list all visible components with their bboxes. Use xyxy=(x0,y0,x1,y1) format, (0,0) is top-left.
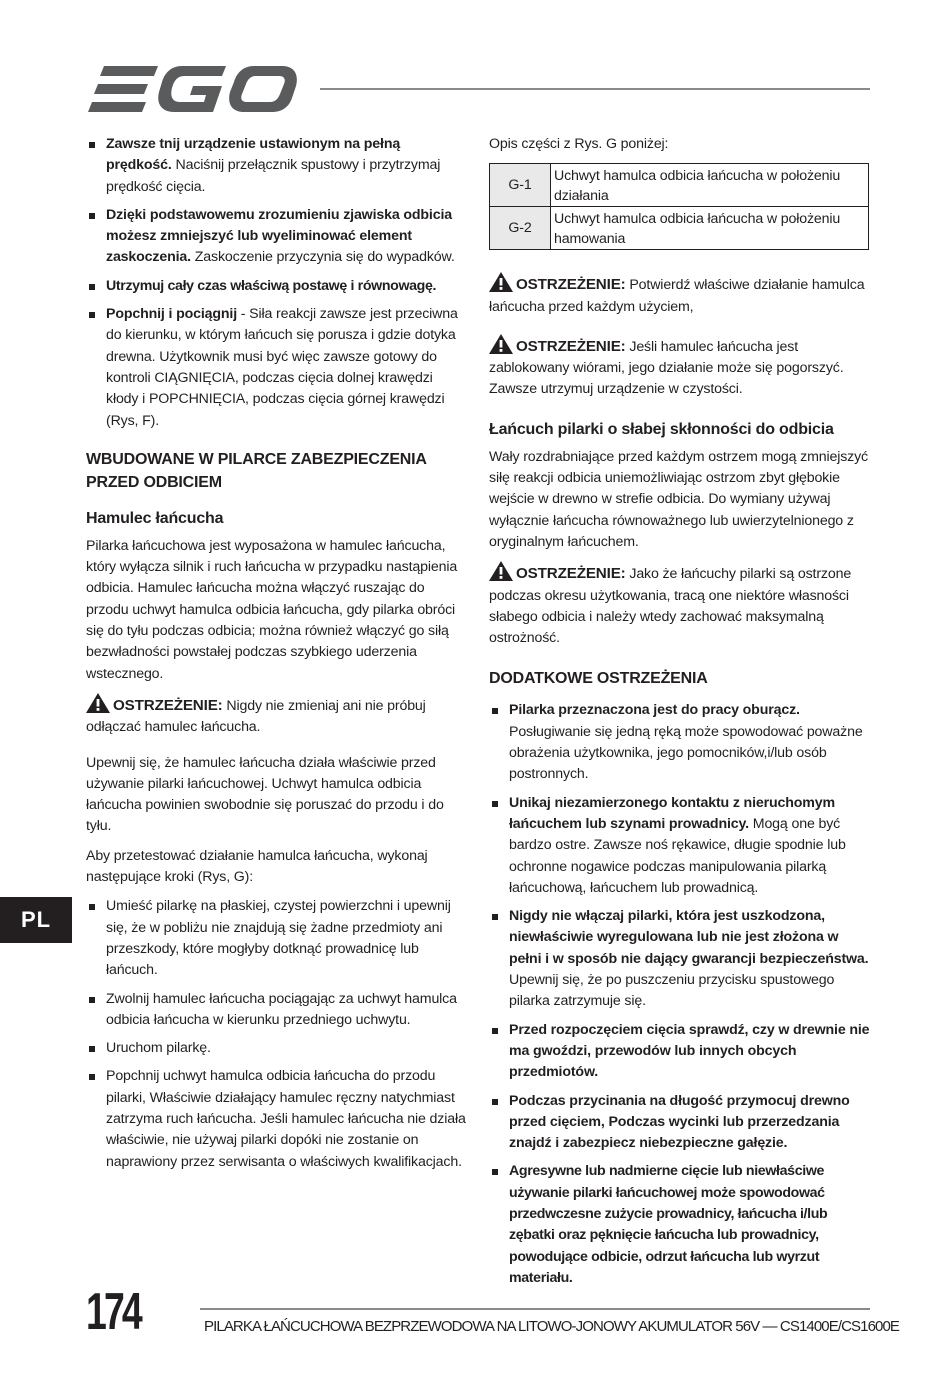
part-id: G-2 xyxy=(490,207,551,250)
paragraph: Upewnij się, że hamulec łańcucha działa właściwie przed używanie pilarki łańcuchowej. Uchwyt hamulca odbicia łańcucha powinien swobodnie się poruszać do przodu i do tyłu. xyxy=(86,754,444,835)
list-item: Uruchom pilarkę. xyxy=(86,1038,468,1059)
paragraph: Wały rozdrabniające przed każdym ostrzem mogą zmniejszyć siłę reakcji odbicia uniemożliwiając ostrzom zbyt głębokie wejście w drewno w strefie odbicia. Do wymiany używaj wyłącznie łańcucha równoważnego lub uwierzytelnionego z oryginalnym łańcuchem. xyxy=(489,448,868,550)
table-row xyxy=(490,164,869,207)
list-item: Dzięki podstawowemu zrozumieniu zjawiska odbicia możesz zmniejszyć lub wyeliminować element zaskoczenia. Zaskoczenie przyczynia się do wypadków. xyxy=(86,205,468,269)
part-description: Uchwyt hamulca odbicia łańcucha w położeniu działania xyxy=(551,164,869,207)
warning-triangle-icon xyxy=(489,272,513,292)
warning-triangle-icon xyxy=(86,693,110,713)
table-intro: Opis części z Rys. G poniżej: xyxy=(489,136,669,152)
subheading-low-kickback-chain: Łańcuch pilarki o słabej skłonności do odbicia xyxy=(489,420,834,438)
table-row xyxy=(490,207,869,250)
paragraph: Pilarka łańcuchowa jest wyposażona w hamulec łańcucha, który wyłącza silnik i ruch łańcucha w przypadku nastąpienia odbicia. Hamulec łańcucha można włączyć ruszając do przodu uchwyt hamulca odbicia łańcucha, gdy pilarka obróci się do tyłu podczas odbicia; można również włączyć go siłą bezwładności powstałej podczas szybkiego uderzenia wstecznego. xyxy=(86,537,458,682)
part-description: Uchwyt hamulca odbicia łańcucha w położeniu hamowania xyxy=(551,207,869,250)
list-item: Podczas przycinania na długość przymocuj drewno przed cięciem, Podczas wycinki lub przerzedzania znajdź i zabezpiecz niebezpieczne gałęzie. xyxy=(489,1091,871,1155)
list-item: Utrzymuj cały czas właściwą postawę i równowagę. xyxy=(86,276,468,297)
list-item: Umieść pilarkę na płaskiej, czystej powierzchni i upewnij się, że w pobliżu nie znajdują się żadne przedmioty ani przeszkody, które mogłyby dotknąć prowadnicę lub łańcuch. xyxy=(86,896,468,981)
part-id: G-1 xyxy=(490,164,551,207)
ego-logo xyxy=(86,64,298,114)
warning-triangle-icon xyxy=(489,334,513,354)
list-item: Zwolnij hamulec łańcucha pociągając za uchwyt hamulca odbicia łańcucha w kierunku przedniego uchwytu. xyxy=(86,989,468,1032)
list-item: Agresywne lub nadmierne cięcie lub niewłaściwe używanie pilarki łańcuchowej może spowodować przedwczesne zużycie prowadnicy, łańcucha i/lub zębatki oraz pęknięcie łańcucha lub prowadnicy, powodujące odbicie, odrzut łańcucha lub wyrzut materiału. xyxy=(489,1161,871,1289)
right-column xyxy=(489,134,871,1297)
warning: OSTRZEŻENIE: Nigdy nie zmieniaj ani nie próbuj odłączać hamulec łańcucha. xyxy=(86,693,468,739)
section-heading-additional-warnings: DODATKOWE OSTRZEŻENIA xyxy=(489,670,708,688)
left-column xyxy=(86,134,468,1181)
list-item: Przed rozpoczęciem cięcia sprawdź, czy w drewnie nie ma gwoździ, przewodów lub innych obcych przedmiotów. xyxy=(489,1020,871,1084)
section-heading-kickback: WBUDOWANE W PILARCE ZABEZPIECZENIA PRZED ODBICIEM xyxy=(86,450,427,491)
safety-bullets xyxy=(86,134,468,432)
warning: OSTRZEŻENIE: Jeśli hamulec łańcucha jest zablokowany wiórami, jego działanie może się pogorszyć. Zawsze utrzymuj urządzenie w czystości. xyxy=(489,334,871,401)
warning: OSTRZEŻENIE: Jako że łańcuchy pilarki są ostrzone podczas okresu użytkowania, tracą one niektóre własności słabego odbicia i należy wtedy zachować maksymalną ostrożność. xyxy=(489,561,871,649)
paragraph: Aby przetestować działanie hamulca łańcucha, wykonaj następujące kroki (Rys, G): xyxy=(86,847,428,886)
warning: OSTRZEŻENIE: Potwierdź właściwe działanie hamulca łańcucha przed każdym użyciem, xyxy=(489,272,871,318)
footer-title: PILARKA ŁAŃCUCHOWA BEZPRZEWODOWA NA LITOWO-JONOWY AKUMULATOR 56V — CS1400E/CS1600E xyxy=(204,1318,900,1335)
subheading-chain-brake: Hamulec łańcucha xyxy=(86,509,224,527)
footer-rule xyxy=(200,1308,870,1310)
header-rule xyxy=(320,88,870,90)
parts-table xyxy=(489,163,869,250)
list-item: Zawsze tnij urządzenie ustawionym na pełną prędkość. Naciśnij przełącznik spustowy i przytrzymaj prędkość cięcia. xyxy=(86,134,468,198)
list-item: Popchnij uchwyt hamulca odbicia łańcucha do przodu pilarki, Właściwie działający hamulec ręczny natychmiast zatrzyma ruch łańcucha. Jeśli hamulec łańcucha nie działa właściwie, nie używaj pilarki dopóki nie zostanie on naprawiony przez serwisanta o właściwych kwalifikacjach. xyxy=(86,1066,468,1172)
list-item: Popchnij i pociągnij - Siła reakcji zawsze jest przeciwna do kierunku, w którym łańcuch się porusza i gdzie dotyka drewna. Użytkownik musi być więc zawsze gotowy do kontroli CIĄGNIĘCIA, podczas cięcia dolnej krawędzi kłody i POPCHNIĘCIA, podczas cięcia górnej krawędzi (Rys, F). xyxy=(86,304,468,432)
list-item: Pilarka przeznaczona jest do pracy oburącz. Posługiwanie się jedną ręką może spowodować poważne obrażenia użytkownika, jego pomocników,i/lub osób postronnych. xyxy=(489,700,871,785)
list-item: Unikaj niezamierzonego kontaktu z nieruchomym łańcuchem lub szynami prowadnicy. Mogą one być bardzo ostre. Zawsze noś rękawice, długie spodnie lub ochronne nogawice podczas manipulowania pilarką łańcuchową, łańcuchem lub prowadnicą. xyxy=(489,793,871,899)
additional-warnings-list xyxy=(489,700,871,1289)
list-item: Nigdy nie włączaj pilarki, która jest uszkodzona, niewłaściwie wyregulowana lub nie jest złożona w pełni i w sposób nie dający gwarancji bezpieczeństwa. Upewnij się, że po puszczeniu przycisku spustowego pilarka zatrzymuje się. xyxy=(489,906,871,1012)
test-steps xyxy=(86,896,468,1173)
page-number: 174 xyxy=(86,1283,140,1341)
language-tab: PL xyxy=(0,897,72,943)
warning-triangle-icon xyxy=(489,561,513,581)
